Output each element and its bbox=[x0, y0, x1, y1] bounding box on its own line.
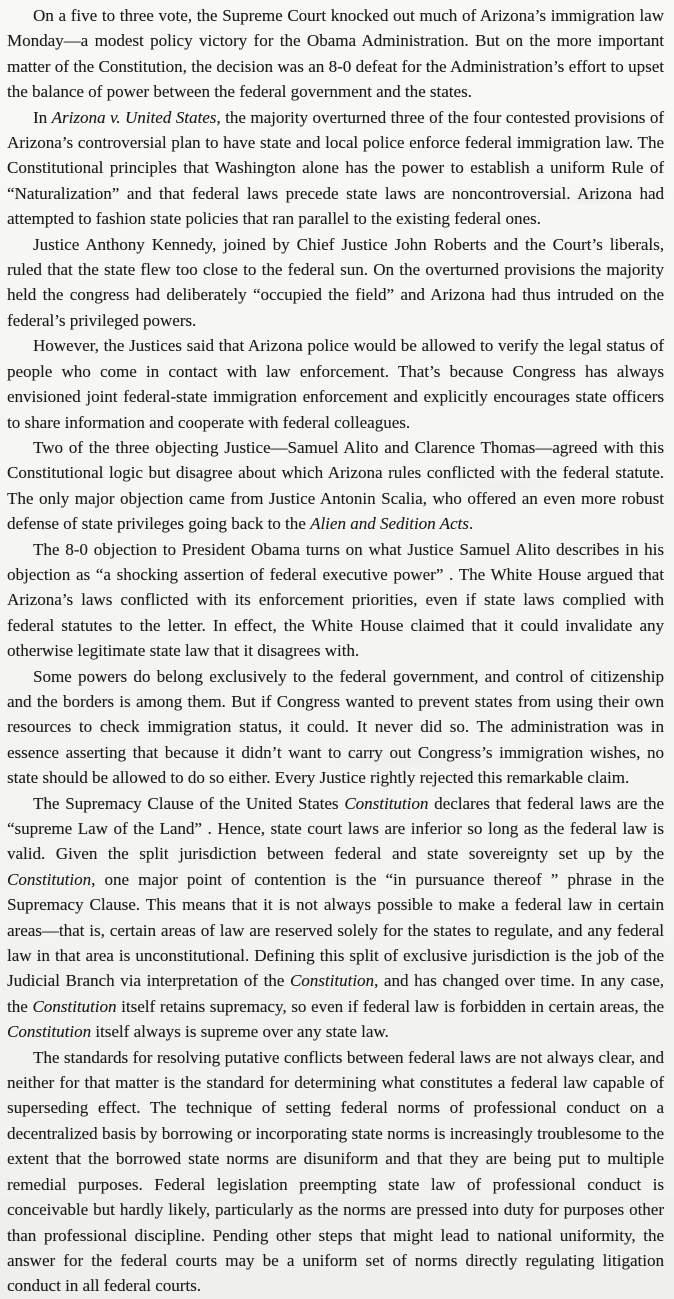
text-segment: Justice Anthony Kennedy, joined by Chief Justice John Roberts and the Court’s liberals, ruled that the state flew too close to the federal sun. On the overturned provisions the majority held the congress had deliberately “occupied the field” and Arizona had thus intruded on the federal’s privileged powers. bbox=[7, 234, 664, 330]
text-segment: On a five to three vote, the Supreme Court knocked out much of Arizona’s immigration law Monday—a modest policy victory for the Obama Administration. But on the more important matter of the Constitution, the decision was an 8-0 defeat for the Administration’s effort to upset the balance of power between the federal government and the states. bbox=[7, 6, 664, 102]
text-segment: , the majority overturned three of the four contested provisions of Arizona’s controversial plan to have state and local police enforce federal immigration law. The Constitutional principles that Washington alone has the power to establish a uniform Rule of “Naturalization” and that federal laws precede state laws are noncontroversial. Arizona had attempted to fashion state policies that ran parallel to the existing federal ones. bbox=[7, 107, 664, 229]
paragraph bbox=[7, 3, 664, 105]
text-segment: The standards for resolving putative conflicts between federal laws are not always clear, and neither for that matter is the standard for determining what constitutes a federal law capable of superseding effect. The technique of setting federal norms of professional conduct on a decentralized basis by borrowing or incorporating state norms is increasingly troublesome to the extent that the borrowed state norms are disuniform and that they are being put to multiple remedial purposes. Federal legislation preempting state law of professional conduct is conceivable but hardly likely, particularly as the norms are pressed into duty for purposes other than professional discipline. Pending other steps that might lead to national uniformity, the answer for the federal courts may be a uniform set of norms directly regulating litigation conduct in all federal courts. bbox=[7, 1047, 664, 1296]
italic-text-segment: Constitution bbox=[344, 793, 429, 813]
text-segment: The 8-0 objection to President Obama turns on what Justice Samuel Alito describes in his objection as “a shocking assertion of federal executive power” . The White House argued that Arizona’s laws conflicted with its enforcement priorities, even if state laws complied with federal statutes to the letter. In effect, the White House claimed that it could invalidate any otherwise legitimate state law that it disagrees with. bbox=[7, 539, 664, 661]
text-segment: itself retains supremacy, so even if federal law is forbidden in certain areas, the bbox=[116, 996, 664, 1016]
italic-text-segment: Constitution bbox=[32, 996, 117, 1016]
paragraph bbox=[7, 333, 664, 435]
paragraph bbox=[7, 105, 664, 232]
italic-text-segment: Alien and Sedition Acts bbox=[310, 514, 469, 534]
italic-text-segment: Constitution bbox=[7, 869, 92, 889]
italic-text-segment: Arizona v. United States bbox=[51, 107, 217, 127]
text-segment: In bbox=[33, 107, 52, 127]
text-segment: , one major point of contention is the “in pursuance thereof ” phrase in the Supremacy Clause. This means that it is not always possible to make a federal law in certain areas—that is, certain areas of law are reserved solely for the states to regulate, and any federal law in that area is unconstitutional. Defining this split of exclusive jurisdiction is the job of the Judicial Branch via interpretation of the bbox=[7, 869, 664, 991]
italic-text-segment: Constitution bbox=[7, 1022, 92, 1042]
text-segment: itself always is supreme over any state law. bbox=[91, 1022, 389, 1042]
text-segment: However, the Justices said that Arizona police would be allowed to verify the legal status of people who come in contact with law enforcement. That’s because Congress has always envisioned joint federal-state immigration enforcement and explicitly encourages state officers to share information and cooperate with federal colleagues. bbox=[7, 336, 664, 432]
document-body bbox=[7, 3, 664, 1299]
text-segment: declares that federal laws are the “supreme Law of the Land” . Hence, state court laws are inferior so long as the federal law is valid. Given the split jurisdiction between federal and state sovereignty set up by the bbox=[7, 793, 664, 864]
text-segment: Some powers do belong exclusively to the federal government, and control of citizenship and the borders is among them. But if Congress wanted to prevent states from using their own resources to check immigration status, it could. It never did so. The administration was in essence asserting that because it didn’t want to carry out Congress’s immigration wishes, no state should be allowed to do so either. Every Justice rightly rejected this remarkable claim. bbox=[7, 666, 664, 788]
text-segment: Two of the three objecting Justice—Samuel Alito and Clarence Thomas—agreed with this Constitutional logic but disagree about which Arizona rules conflicted with the federal statute. The only major objection came from Justice Antonin Scalia, who offered an even more robust defense of state privileges going back to the bbox=[7, 437, 664, 534]
paragraph bbox=[7, 791, 664, 1045]
italic-text-segment: Constitution bbox=[289, 971, 375, 991]
text-segment: . bbox=[468, 514, 474, 534]
paragraph bbox=[7, 232, 664, 334]
text-segment: , and has changed over time. In any case, the bbox=[7, 971, 664, 1016]
paragraph bbox=[7, 537, 664, 664]
text-segment: The Supremacy Clause of the United States bbox=[33, 793, 345, 813]
paragraph bbox=[7, 1045, 664, 1299]
paragraph bbox=[7, 435, 664, 537]
paragraph bbox=[7, 664, 664, 791]
